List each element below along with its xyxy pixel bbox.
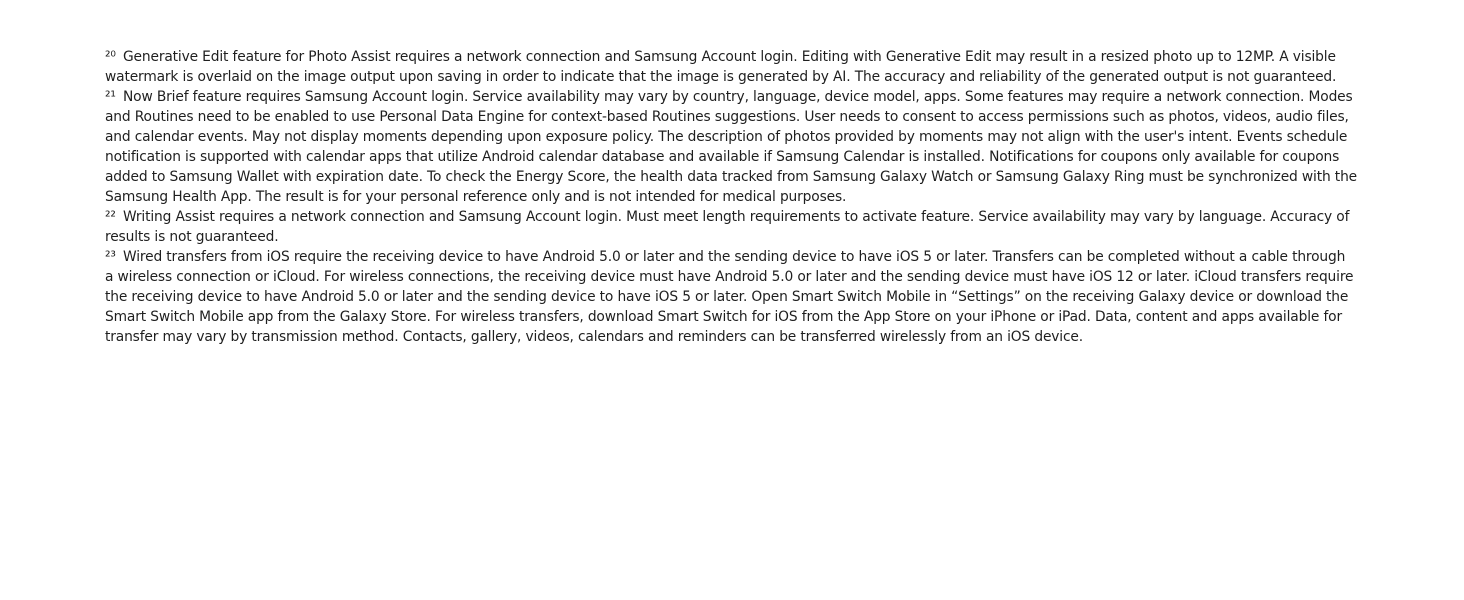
footnotes-disclaimer	[105, 47, 1357, 347]
footnote-text: Writing Assist requires a network connection and Samsung Account login. Must meet length requirements to activate feature. Service availability may vary by language. Accuracy of results is not guaranteed.	[105, 209, 1350, 245]
footnote-text: Now Brief feature requires Samsung Account login. Service availability may vary by country, language, device model, apps. Some features may require a network connection. Modes and Routines need to be enabled to use Personal Data Engine for context-based Routines suggestions. User needs to consent to access permissions such as photos, videos, audio files, and calendar events. May not display moments depending upon exposure policy. The description of photos provided by moments may not align with the user's intent. Events schedule notification is supported with calendar apps that utilize Android calendar database and available if Samsung Calendar is installed. Notifications for coupons only available for coupons added to Samsung Wallet with expiration date. To check the Energy Score, the health data tracked from Samsung Galaxy Watch or Samsung Galaxy Ring must be synchronized with the Samsung Health App. The result is for your personal reference only and is not intended for medical purposes.	[105, 89, 1357, 205]
footnote-text: Wired transfers from iOS require the receiving device to have Android 5.0 or later and the sending device to have iOS 5 or later. Transfers can be completed without a cable through a wireless connection or iCloud. For wireless connections, the receiving device must have Android 5.0 or later and the sending device must have iOS 12 or later. iCloud transfers require the receiving device to have Android 5.0 or later and the sending device to have iOS 5 or later. Open Smart Switch Mobile in “Settings” on the receiving Galaxy device or download the Smart Switch Mobile app from the Galaxy Store. For wireless transfers, download Smart Switch for iOS from the App Store on your iPhone or iPad. Data, content and apps available for transfer may vary by transmission method. Contacts, gallery, videos, calendars and reminders can be transferred wirelessly from an iOS device.	[105, 249, 1354, 345]
footnote-text: Generative Edit feature for Photo Assist requires a network connection and Samsung Account login. Editing with Generative Edit may result in a resized photo up to 12MP. A visible watermark is overlaid on the image output upon saving in order to indicate that the image is generated by AI. The accuracy and reliability of the generated output is not guaranteed.	[105, 49, 1337, 85]
footnote-20	[105, 47, 1357, 87]
footnote-23	[105, 247, 1357, 347]
footnote-marker: ²²	[105, 209, 116, 225]
footnote-marker: ²⁰	[105, 49, 116, 65]
footnote-marker: ²¹	[105, 89, 116, 105]
footnote-22	[105, 207, 1357, 247]
footnote-21	[105, 87, 1357, 207]
footnote-marker: ²³	[105, 249, 116, 265]
